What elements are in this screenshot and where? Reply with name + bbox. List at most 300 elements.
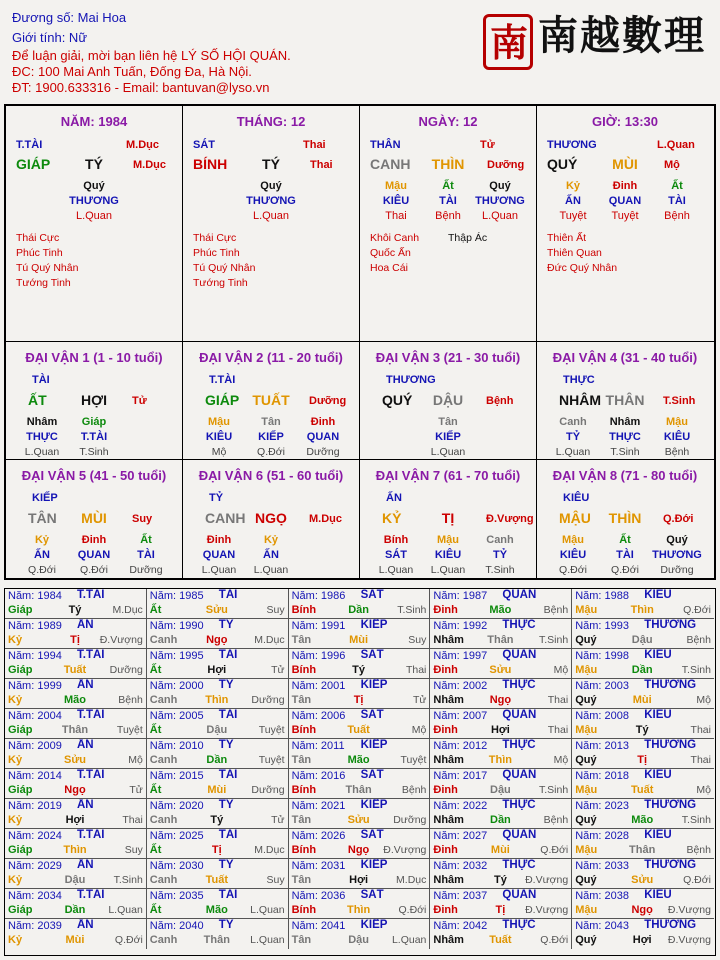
hidden-sinh: L.Quan bbox=[252, 210, 290, 222]
pillar-thap-than: SÁT bbox=[193, 139, 215, 151]
year-label: Năm: 2024 bbox=[8, 830, 62, 842]
year-sinh: Thai bbox=[122, 814, 143, 826]
than-sat-star: Quốc Ấn bbox=[370, 247, 411, 259]
year-can: Quý bbox=[575, 754, 597, 766]
hidden-can: Giáp bbox=[81, 416, 107, 428]
year-label: Năm: 2043 bbox=[575, 920, 629, 932]
than-sat-star: Thiên Ất bbox=[547, 232, 587, 244]
hidden-sinh: Bệnh bbox=[664, 446, 690, 458]
year-can: Quý bbox=[575, 814, 597, 826]
year-chi: Tý bbox=[493, 874, 507, 886]
hidden-can: Đinh bbox=[612, 180, 638, 192]
year-can: Giáp bbox=[8, 844, 33, 856]
year-sinh: Q.Đới bbox=[540, 934, 569, 946]
year-cell bbox=[289, 889, 431, 919]
hidden-thap-than: KIÊU bbox=[382, 195, 410, 207]
year-can: Kỷ bbox=[8, 694, 23, 706]
year-can: Kỷ bbox=[8, 874, 23, 886]
year-can: Ất bbox=[149, 784, 162, 796]
year-thap-than: KIẾP bbox=[360, 739, 388, 751]
dai-van-can: MẬU bbox=[559, 510, 591, 526]
year-can: Quý bbox=[575, 634, 597, 646]
year-label: Năm: 2011 bbox=[291, 740, 345, 752]
than-sat-star: Tú Quý Nhân bbox=[193, 262, 256, 274]
hidden-can: Quý bbox=[489, 180, 511, 192]
year-cell bbox=[147, 739, 289, 769]
hidden-can: Quý bbox=[666, 534, 688, 546]
year-cell bbox=[147, 589, 289, 619]
dai-van-sinh: T.Sinh bbox=[663, 395, 696, 407]
year-sinh: L.Quan bbox=[250, 934, 285, 946]
hidden-sinh: Dưỡng bbox=[660, 564, 694, 576]
year-thap-than: TỶ bbox=[218, 679, 234, 691]
year-can: Bính bbox=[291, 904, 317, 916]
year-sinh: Đ.Vượng bbox=[99, 634, 143, 646]
year-chi: Ngọ bbox=[64, 784, 86, 796]
year-chi: Dần bbox=[206, 754, 228, 766]
hidden-thap-than: KIẾP bbox=[258, 431, 284, 443]
year-sinh: T.Sinh bbox=[681, 664, 711, 676]
than-sat-star: Đức Quý Nhân bbox=[547, 262, 618, 274]
year-sinh: Q.Đới bbox=[683, 604, 711, 616]
year-label: Năm: 1996 bbox=[291, 650, 346, 662]
year-cell bbox=[289, 799, 431, 829]
hidden-thap-than: ẤN bbox=[263, 549, 279, 561]
year-thap-than: T.TÀI bbox=[77, 889, 105, 901]
year-cell bbox=[572, 889, 714, 919]
year-can: Canh bbox=[149, 754, 178, 766]
year-cell bbox=[572, 769, 714, 799]
year-label: Năm: 2018 bbox=[575, 770, 629, 782]
seal-glyph: 南 bbox=[490, 20, 529, 65]
hidden-sinh: T.Sinh bbox=[610, 446, 640, 458]
year-thap-than: SÁT bbox=[360, 589, 384, 601]
dai-van-thap-than: TỶ bbox=[209, 492, 224, 504]
hidden-sinh: Dưỡng bbox=[306, 446, 340, 458]
pillar-sinh-top: L.Quan bbox=[657, 139, 695, 151]
year-thap-than: TÀI bbox=[218, 829, 238, 841]
year-thap-than: THỰC bbox=[502, 859, 536, 871]
dai-van-chi: MÙI bbox=[81, 510, 107, 526]
year-can: Nhâm bbox=[433, 874, 464, 886]
year-sinh: Dưỡng bbox=[393, 814, 427, 826]
hidden-can: Đinh bbox=[310, 416, 336, 428]
hidden-thap-than: QUAN bbox=[306, 431, 340, 443]
year-label: Năm: 2008 bbox=[575, 710, 629, 722]
year-cell bbox=[5, 739, 147, 769]
year-thap-than: SÁT bbox=[360, 889, 384, 901]
year-chi: Dậu bbox=[206, 724, 228, 736]
hidden-sinh: L.Quan bbox=[253, 564, 289, 576]
person-gender: Giới tính: Nữ bbox=[12, 30, 88, 45]
hidden-sinh: Q.Đới bbox=[80, 564, 108, 576]
year-chi: Hợi bbox=[65, 814, 85, 826]
hidden-sinh: T.Sinh bbox=[485, 564, 515, 576]
year-sinh: Tuyệt bbox=[116, 724, 143, 736]
dai-van-chi: THÂN bbox=[605, 392, 645, 408]
year-cell bbox=[289, 649, 431, 679]
year-chi: Mão bbox=[64, 694, 86, 706]
year-sinh: Mộ bbox=[696, 784, 711, 796]
year-chi: Thìn bbox=[205, 694, 229, 706]
hidden-sinh: L.Quan bbox=[481, 210, 519, 222]
year-cell bbox=[147, 889, 289, 919]
year-sinh: Tuyệt bbox=[258, 754, 285, 766]
year-can: Tân bbox=[291, 694, 312, 706]
year-chi: Hợi bbox=[349, 874, 369, 886]
year-cell bbox=[572, 919, 714, 949]
year-can: Kỷ bbox=[8, 934, 23, 946]
year-thap-than: KIẾP bbox=[360, 919, 388, 931]
year-can: Ất bbox=[149, 664, 162, 676]
year-cell bbox=[147, 619, 289, 649]
year-sinh: Suy bbox=[266, 874, 285, 886]
dai-van-can: NHÂM bbox=[559, 392, 601, 408]
hidden-can: Mậu bbox=[208, 416, 230, 428]
year-can: Mậu bbox=[575, 664, 598, 676]
year-cell bbox=[289, 619, 431, 649]
year-thap-than: QUAN bbox=[502, 709, 537, 721]
year-sinh: L.Quan bbox=[108, 904, 143, 916]
year-chi: Thìn bbox=[630, 604, 654, 616]
hidden-can: Nhâm bbox=[26, 416, 58, 428]
hidden-sinh: Q.Đới bbox=[28, 564, 56, 576]
hidden-thap-than: THƯƠNG bbox=[475, 195, 525, 207]
pillar-sinh-top: Thai bbox=[303, 139, 326, 151]
year-thap-than: T.TÀI bbox=[77, 829, 105, 841]
year-label: Năm: 2027 bbox=[433, 830, 488, 842]
than-sat-star: Khôi Canh bbox=[370, 232, 420, 244]
dai-van-cell bbox=[183, 460, 360, 580]
year-chi: Ngọ bbox=[631, 904, 653, 916]
hidden-sinh: L.Quan bbox=[75, 210, 113, 222]
year-cell bbox=[5, 829, 147, 859]
year-thap-than: KIÊU bbox=[644, 709, 672, 721]
year-cell bbox=[572, 829, 714, 859]
year-chi: Mùi bbox=[349, 634, 369, 646]
pillar-sinh-top: Tử bbox=[480, 139, 495, 151]
year-cell bbox=[147, 769, 289, 799]
year-can: Canh bbox=[149, 934, 178, 946]
year-cell bbox=[430, 709, 572, 739]
dai-van-can: GIÁP bbox=[205, 392, 240, 408]
pillar-thap-than: T.TÀI bbox=[16, 139, 43, 151]
year-label: Năm: 1994 bbox=[8, 650, 62, 662]
year-thap-than: SÁT bbox=[360, 829, 384, 841]
pillar-sinh-top: M.Dục bbox=[126, 139, 159, 151]
hidden-sinh: Tuyệt bbox=[611, 210, 639, 222]
hidden-thap-than: ẤN bbox=[34, 549, 50, 561]
year-can: Quý bbox=[575, 694, 597, 706]
year-label: Năm: 2012 bbox=[433, 740, 488, 752]
year-sinh: M.Dục bbox=[112, 604, 143, 616]
year-chi: Tuất bbox=[63, 664, 87, 676]
year-label: Năm: 2022 bbox=[433, 800, 488, 812]
year-thap-than: TÀI bbox=[218, 769, 238, 781]
year-sinh: M.Dục bbox=[254, 844, 285, 856]
address-line: ĐC: 100 Mai Anh Tuấn, Đống Đa, Hà Nội. bbox=[12, 64, 252, 79]
year-thap-than: TỶ bbox=[218, 859, 234, 871]
year-cell bbox=[289, 859, 431, 889]
year-chi: Tuất bbox=[205, 874, 228, 886]
than-sat-star: Phúc Tinh bbox=[193, 247, 240, 259]
year-sinh: Mộ bbox=[696, 694, 711, 706]
brand-logo: 南越數理 bbox=[538, 12, 706, 59]
year-can: Đinh bbox=[433, 844, 458, 856]
year-can: Nhâm bbox=[433, 934, 464, 946]
year-can: Bính bbox=[291, 724, 317, 736]
hidden-thap-than: TỶ bbox=[565, 431, 581, 443]
pillar-thap-than: THƯƠNG bbox=[547, 139, 597, 151]
year-chi: Mùi bbox=[65, 934, 85, 946]
dai-van-cell bbox=[537, 460, 716, 580]
year-sinh: Thai bbox=[690, 724, 711, 736]
year-thap-than: THƯƠNG bbox=[644, 619, 697, 631]
dai-van-sinh: Q.Đới bbox=[663, 513, 694, 525]
year-cell bbox=[572, 649, 714, 679]
year-can: Bính bbox=[291, 664, 317, 676]
pillar-cell bbox=[360, 106, 537, 342]
year-chi: Mùi bbox=[207, 784, 227, 796]
hidden-sinh: Q.Đới bbox=[257, 446, 285, 458]
year-cell bbox=[5, 799, 147, 829]
year-thap-than: TÀI bbox=[218, 649, 238, 661]
hidden-can: Mậu bbox=[385, 180, 407, 192]
dai-van-title: ĐẠI VẬN 7 (61 - 70 tuổi) bbox=[375, 468, 521, 483]
dai-van-thap-than: T.TÀI bbox=[209, 374, 236, 386]
hidden-sinh: L.Quan bbox=[201, 564, 237, 576]
year-chi: Tuất bbox=[489, 934, 512, 946]
year-sinh: Thai bbox=[547, 724, 569, 736]
year-can: Ất bbox=[149, 844, 162, 856]
pillar-cell bbox=[6, 106, 183, 342]
pillar-cell bbox=[183, 106, 360, 342]
dai-van-title: ĐẠI VẬN 8 (71 - 80 tuổi) bbox=[552, 468, 698, 483]
year-chi: Tị bbox=[211, 844, 222, 856]
year-thap-than: TÀI bbox=[218, 889, 238, 901]
year-can: Nhâm bbox=[433, 754, 464, 766]
year-chi: Thân bbox=[345, 784, 372, 796]
year-can: Giáp bbox=[8, 664, 33, 676]
dai-van-cell bbox=[6, 460, 183, 580]
year-cell bbox=[5, 679, 147, 709]
year-cell bbox=[430, 739, 572, 769]
dai-van-chi: TUẤT bbox=[252, 392, 290, 408]
year-sinh: L.Quan bbox=[250, 904, 285, 916]
year-thap-than: QUAN bbox=[502, 589, 537, 601]
year-sinh: Tử bbox=[271, 664, 285, 676]
year-thap-than: TỶ bbox=[218, 739, 234, 751]
hidden-sinh: Q.Đới bbox=[559, 564, 587, 576]
hidden-sinh: Bệnh bbox=[664, 210, 690, 222]
pillar-sinh-chi: M.Dục bbox=[133, 159, 166, 171]
year-thap-than: THƯƠNG bbox=[644, 799, 697, 811]
pillar-cell bbox=[537, 106, 716, 342]
year-cell bbox=[430, 649, 572, 679]
year-label: Năm: 1993 bbox=[575, 620, 629, 632]
hidden-can: Đinh bbox=[206, 534, 232, 546]
year-can: Giáp bbox=[8, 784, 33, 796]
year-sinh: T.Sinh bbox=[397, 604, 427, 616]
dai-van-cell bbox=[183, 342, 360, 460]
dai-van-can: KỶ bbox=[382, 510, 402, 526]
dai-van-sinh: Bệnh bbox=[486, 395, 514, 407]
year-thap-than: ẤN bbox=[77, 619, 94, 631]
year-sinh: T.Sinh bbox=[539, 634, 569, 646]
dai-van-title: ĐẠI VẬN 5 (41 - 50 tuổi) bbox=[21, 468, 167, 483]
year-cell bbox=[289, 829, 431, 859]
hidden-thap-than: ẤN bbox=[565, 195, 581, 207]
hidden-sinh: L.Quan bbox=[24, 446, 60, 458]
hidden-thap-than: TỶ bbox=[492, 549, 508, 561]
year-cell bbox=[289, 919, 431, 949]
year-chi: Tý bbox=[210, 814, 224, 826]
year-can: Quý bbox=[575, 934, 597, 946]
year-sinh: M.Dục bbox=[254, 634, 285, 646]
year-can: Bính bbox=[291, 784, 317, 796]
hidden-can: Tân bbox=[438, 416, 458, 428]
year-can: Mậu bbox=[575, 844, 598, 856]
year-thap-than: THƯƠNG bbox=[644, 739, 697, 751]
year-thap-than: QUAN bbox=[502, 889, 537, 901]
year-can: Giáp bbox=[8, 604, 33, 616]
hidden-thap-than: QUAN bbox=[77, 549, 111, 561]
person-name: Đương số: Mai Hoa bbox=[12, 10, 127, 25]
year-cell bbox=[572, 739, 714, 769]
year-cell bbox=[430, 769, 572, 799]
year-chi: Tý bbox=[352, 664, 366, 676]
year-sinh: Tử bbox=[412, 694, 427, 706]
year-chi: Thân bbox=[61, 724, 89, 736]
year-thap-than: QUAN bbox=[502, 829, 537, 841]
pillar-thap-than: THÂN bbox=[370, 139, 401, 151]
year-thap-than: TỶ bbox=[218, 919, 234, 931]
year-cell bbox=[5, 769, 147, 799]
year-can: Đinh bbox=[433, 664, 458, 676]
year-cell bbox=[572, 709, 714, 739]
year-cell bbox=[572, 619, 714, 649]
dai-van-sinh: Đ.Vượng bbox=[486, 513, 534, 525]
dai-van-title: ĐẠI VẬN 6 (51 - 60 tuổi) bbox=[198, 468, 344, 483]
than-sat-star: Tú Quý Nhân bbox=[16, 262, 79, 274]
year-label: Năm: 1997 bbox=[433, 650, 488, 662]
year-label: Năm: 2042 bbox=[433, 920, 488, 932]
year-sinh: Dưỡng bbox=[251, 694, 285, 706]
year-can: Nhâm bbox=[433, 814, 464, 826]
year-cell bbox=[5, 859, 147, 889]
year-thap-than: TÀI bbox=[218, 589, 238, 601]
year-label: Năm: 2019 bbox=[8, 800, 62, 812]
year-can: Giáp bbox=[8, 724, 33, 736]
hidden-sinh: Bệnh bbox=[435, 210, 461, 222]
hidden-thap-than: QUAN bbox=[202, 549, 236, 561]
year-can: Đinh bbox=[433, 724, 458, 736]
chart-grid bbox=[4, 104, 716, 580]
year-cell bbox=[5, 649, 147, 679]
year-sinh: Bệnh bbox=[543, 814, 569, 826]
dai-van-can: ẤT bbox=[28, 392, 47, 408]
year-chi: Tuất bbox=[630, 784, 654, 796]
year-label: Năm: 1984 bbox=[8, 590, 62, 602]
year-can: Tân bbox=[291, 754, 312, 766]
year-can: Giáp bbox=[8, 904, 33, 916]
hidden-can: Quý bbox=[83, 180, 105, 192]
year-sinh: Mộ bbox=[128, 754, 143, 766]
year-label: Năm: 2033 bbox=[575, 860, 629, 872]
year-sinh: Mộ bbox=[411, 724, 427, 736]
year-cell bbox=[289, 709, 431, 739]
dai-van-can: CANH bbox=[205, 510, 246, 526]
hidden-can: Mậu bbox=[437, 534, 459, 546]
year-sinh: Mộ bbox=[553, 664, 569, 676]
dai-van-cell bbox=[537, 342, 716, 460]
year-cell bbox=[5, 919, 147, 949]
year-sinh: Tuyệt bbox=[258, 724, 285, 736]
year-can: Ất bbox=[149, 724, 162, 736]
year-label: Năm: 2025 bbox=[149, 830, 204, 842]
year-can: Bính bbox=[291, 604, 317, 616]
year-sinh: Suy bbox=[124, 844, 143, 856]
year-chi: Tý bbox=[635, 724, 649, 736]
hidden-thap-than: KIÊU bbox=[205, 431, 233, 443]
hidden-thap-than: KIÊU bbox=[434, 549, 462, 561]
year-label: Năm: 2002 bbox=[433, 680, 488, 692]
year-thap-than: TỶ bbox=[218, 799, 234, 811]
year-cell bbox=[147, 859, 289, 889]
year-sinh: Bệnh bbox=[118, 694, 143, 706]
year-cell bbox=[147, 709, 289, 739]
pillar-sinh-chi: Dưỡng bbox=[487, 159, 525, 171]
year-label: Năm: 2013 bbox=[575, 740, 629, 752]
pillar-can: BÍNH bbox=[193, 156, 228, 172]
year-label: Năm: 1987 bbox=[433, 590, 488, 602]
year-can: Kỷ bbox=[8, 814, 23, 826]
year-thap-than: KIÊU bbox=[644, 829, 672, 841]
dai-van-chi: THÌN bbox=[608, 510, 642, 526]
year-label: Năm: 1992 bbox=[433, 620, 488, 632]
year-label: Năm: 2032 bbox=[433, 860, 488, 872]
year-sinh: Q.Đới bbox=[683, 874, 711, 886]
hidden-can: Kỷ bbox=[263, 534, 279, 546]
year-can: Tân bbox=[291, 634, 312, 646]
dai-van-chi: NGỌ bbox=[255, 510, 287, 526]
than-sat-star: Tướng Tinh bbox=[16, 277, 71, 289]
hidden-sinh: Mộ bbox=[211, 446, 227, 458]
year-cell bbox=[572, 799, 714, 829]
hidden-can: Ất bbox=[619, 534, 631, 546]
year-cell bbox=[289, 769, 431, 799]
year-label: Năm: 1990 bbox=[149, 620, 204, 632]
year-chi: Ngọ bbox=[206, 634, 228, 646]
year-sinh: Mộ bbox=[553, 754, 569, 766]
year-thap-than: T.TÀI bbox=[77, 769, 105, 781]
year-thap-than: SÁT bbox=[360, 649, 384, 661]
year-chi: Mão bbox=[631, 814, 654, 826]
pillar-title: NĂM: 1984 bbox=[60, 114, 128, 129]
dai-van-title: ĐẠI VẬN 2 (11 - 20 tuổi) bbox=[199, 350, 343, 365]
year-sinh: Đ.Vượng bbox=[525, 874, 569, 886]
than-sat-star: Tướng Tinh bbox=[193, 277, 248, 289]
year-label: Năm: 2029 bbox=[8, 860, 62, 872]
year-chi: Thìn bbox=[63, 844, 87, 856]
year-label: Năm: 2028 bbox=[575, 830, 629, 842]
dai-van-can: QUÝ bbox=[382, 392, 413, 408]
seal-logo-icon bbox=[483, 14, 533, 70]
year-thap-than: TÀI bbox=[218, 709, 238, 721]
year-chi: Sửu bbox=[489, 664, 512, 676]
pillar-sinh-chi: Thai bbox=[310, 159, 333, 171]
year-thap-than: KIÊU bbox=[644, 589, 672, 601]
